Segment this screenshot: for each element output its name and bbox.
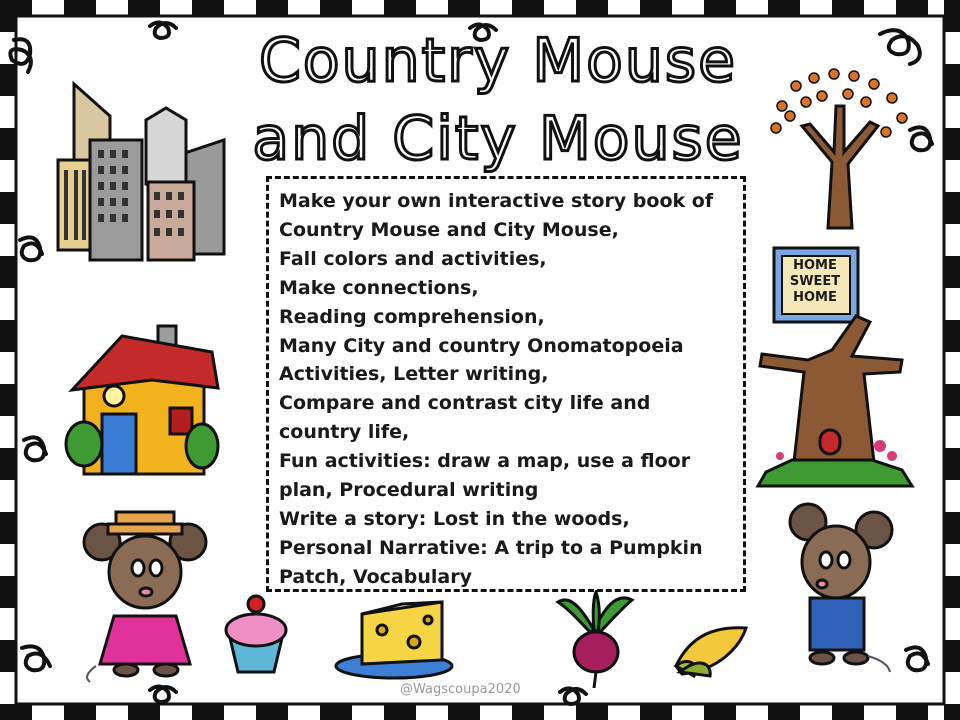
beet-icon [550, 590, 638, 690]
sign-line-2: SWEET [789, 274, 841, 289]
swirl-top-right [880, 30, 920, 64]
city-buildings-icon [52, 64, 228, 264]
description-line: Make your own interactive story book of [279, 190, 714, 212]
description-line: Compare and contrast city life and [279, 392, 651, 415]
description-line: Reading comprehension, [279, 305, 545, 328]
corn-icon [670, 616, 754, 680]
description-line: Patch, Vocabulary [279, 565, 472, 588]
house-icon [62, 318, 222, 486]
title-line-1: Country Mouse [258, 26, 738, 96]
city-mouse-icon [80, 506, 210, 686]
tree-stump-house-icon [752, 310, 918, 490]
sign-line-3: HOME [793, 290, 837, 305]
description-line: Personal Narrative: A trip to a Pumpkin [279, 536, 703, 559]
description-line: Activities, Letter writing, [279, 363, 549, 386]
description-line: Country Mouse and City Mouse, [279, 218, 619, 241]
description-line: Write a story: Lost in the woods, [279, 507, 630, 530]
description-line: Fun activities: draw a map, use a floor [279, 450, 691, 473]
description-line: Make connections, [279, 276, 479, 299]
description-line: plan, Procedural writing [279, 479, 539, 502]
cheese-icon [330, 600, 454, 684]
description-line: country life, [279, 421, 410, 444]
description-line: Many City and country Onomatopoeia [279, 334, 684, 357]
autumn-tree-icon [762, 66, 916, 230]
watermark: @Wagscoupa2020 [400, 682, 521, 697]
description-line: Fall colors and activities, [279, 247, 547, 270]
home-sweet-home-text [784, 258, 846, 306]
description-box [266, 176, 746, 592]
cupcake-icon [220, 592, 292, 676]
title-line-2: and City Mouse [252, 104, 744, 174]
country-mouse-icon [786, 500, 896, 676]
sign-line-1: HOME [793, 258, 837, 273]
